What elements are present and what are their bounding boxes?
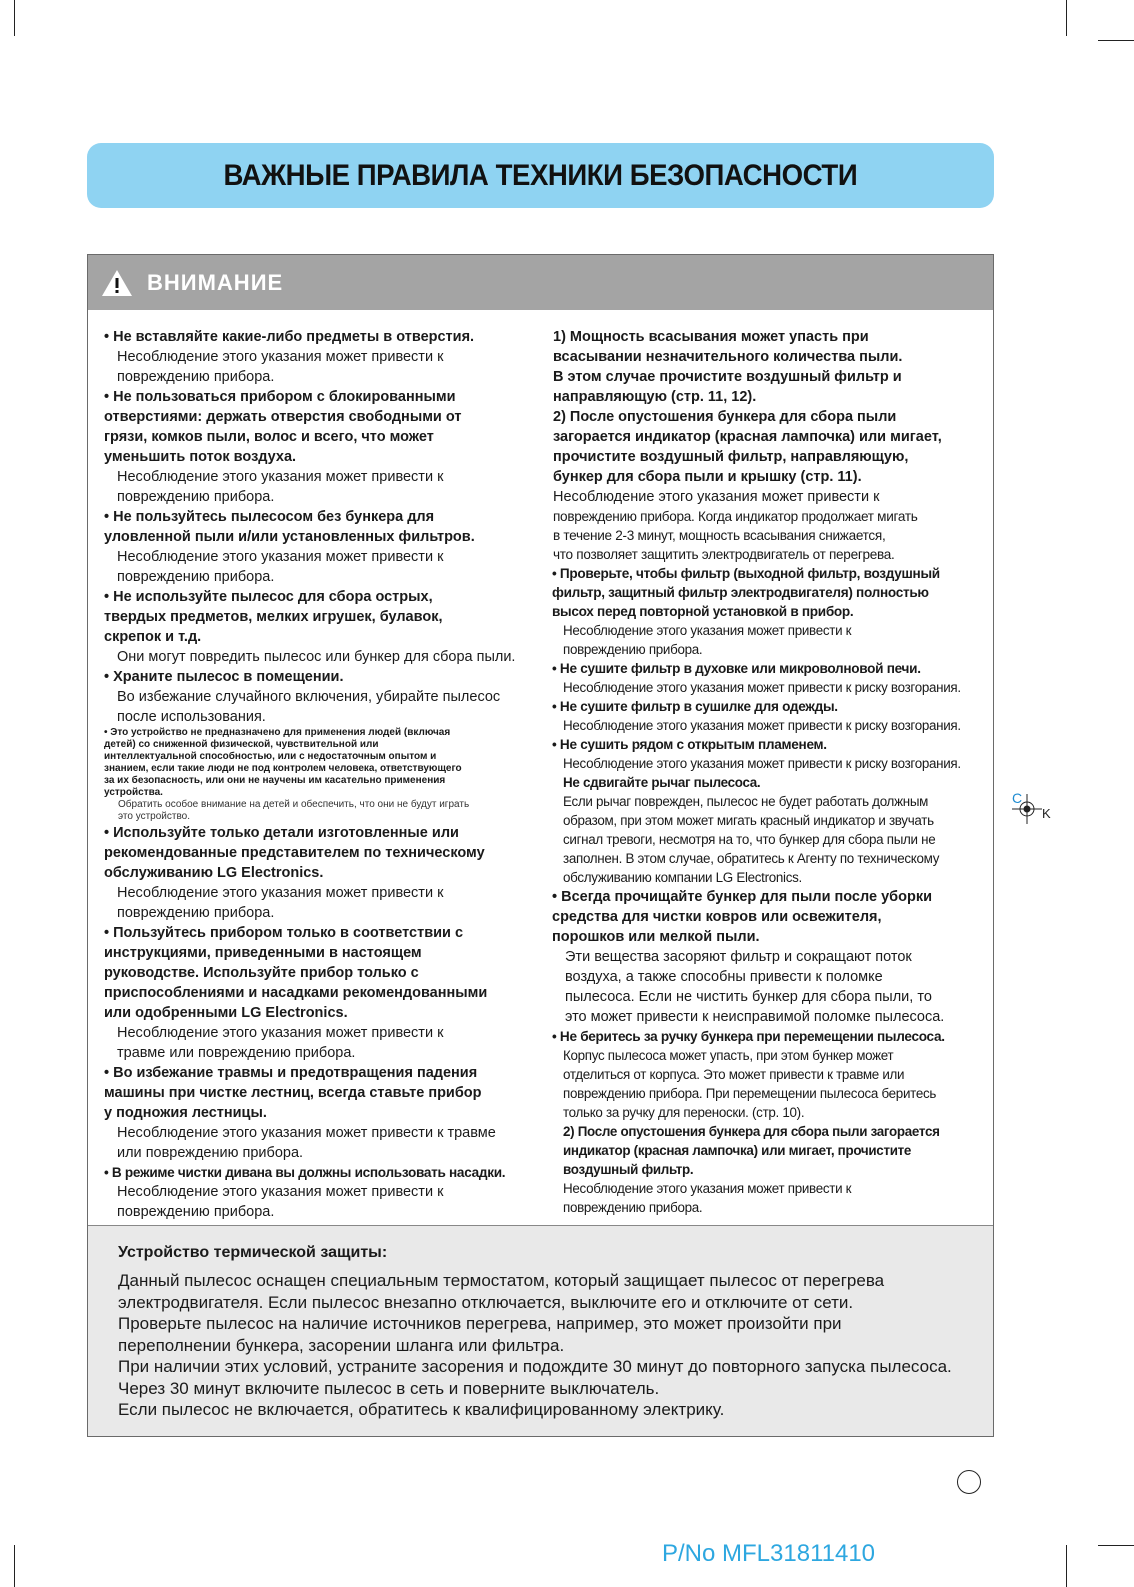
text-line: Несоблюдение этого указания может привести к травме (117, 1125, 496, 1141)
text-line: • Храните пылесос в помещении. (104, 669, 344, 685)
text-line: в течение 2-3 минут, мощность всасывания снижается, (553, 528, 886, 543)
text-line: у подножия лестницы. (104, 1105, 267, 1121)
thermal-line: Данный пылесос оснащен специальным термостатом, который защищает пылесос от перегрева (118, 1271, 885, 1290)
text-line: бункер для сбора пыли и крышку (стр. 11). (553, 469, 862, 485)
text-line: индикатор (красная лампочка) или мигает, прочистите (563, 1143, 912, 1158)
text-line: повреждению прибора. При перемещении пылесоса беритесь (563, 1086, 937, 1101)
text-line: Они могут повредить пылесос или бункер для сбора пыли. (117, 649, 516, 665)
text-line: повреждению прибора. (117, 1204, 275, 1220)
text-line: обслуживанию LG Electronics. (104, 865, 324, 881)
text-line: • Всегда прочищайте бункер для пыли после уборки (552, 889, 933, 905)
text-line: фильтр, защитный фильтр электродвигателя) полностью (552, 585, 929, 600)
warning-header (88, 255, 993, 310)
thermal-line: Если пылесос не включается, обратитесь к квалифицированному электрику. (118, 1400, 725, 1419)
text-line: • Не беритесь за ручку бункера при перемещении пылесоса. (552, 1029, 945, 1044)
text-line: за их безопасность, или они не научены им касательно применения (104, 775, 446, 786)
crop-mark (1098, 1545, 1134, 1546)
text-line: Несоблюдение этого указания может привести к риску возгорания. (563, 756, 961, 771)
page-title-bar (87, 143, 994, 208)
crop-mark (1098, 40, 1134, 41)
text-line: отверстиями: держать отверстия свободными от (104, 409, 462, 425)
part-number: P/No MFL31811410 (662, 1540, 876, 1567)
text-line: Несоблюдение этого указания может привести к (117, 549, 444, 565)
page-number-circle (957, 1470, 981, 1494)
registration-c: C (1012, 790, 1023, 806)
text-line: уловленной пыли и/или установленных фильтров. (104, 529, 475, 545)
crop-mark (1066, 1545, 1067, 1587)
text-line: Несоблюдение этого указания может привести к (117, 1025, 444, 1041)
text-line: Несоблюдение этого указания может привести к (563, 1181, 852, 1196)
text-line: детей) со сниженной физической, чувствительной или (104, 739, 379, 750)
text-line: Несоблюдение этого указания может привести к (117, 885, 444, 901)
registration-mark (1008, 790, 1068, 830)
text-line: Во избежание случайного включения, убирайте пылесос (117, 689, 501, 705)
text-line: Эти вещества засоряют фильтр и сокращают поток (565, 949, 912, 965)
text-line: машины при чистке лестниц, всегда ставьте прибор (104, 1085, 482, 1101)
text-line: сигнал тревоги, несмотря на то, что бункер для сбора пыли не (563, 832, 936, 847)
text-line: • Во избежание травмы и предотвращения падения (104, 1065, 478, 1081)
text-line: повреждению прибора. (117, 489, 275, 505)
text-line: отделиться от корпуса. Это может привести к травме или (563, 1067, 905, 1082)
text-line: • Не пользоваться прибором с блокированными (104, 389, 456, 405)
warning-label: ВНИМАНИЕ (147, 269, 284, 295)
text-line: загорается индикатор (красная лампочка) или мигает, (553, 429, 942, 445)
text-line: повреждению прибора. (117, 905, 275, 921)
text-line: скрепок и т.д. (104, 629, 202, 645)
text-line: после использования. (117, 709, 266, 725)
text-line: Несоблюдение этого указания может привести к (563, 623, 852, 638)
text-line: высох перед повторной установкой в прибор. (552, 604, 854, 619)
text-line: 1) Мощность всасывания может упасть при (553, 329, 869, 345)
text-line: • Не сушите фильтр в сушилке для одежды. (552, 699, 838, 714)
text-line: воздуха, а также способны привести к поломке (565, 969, 883, 985)
text-line: Не сдвигайте рычаг пылесоса. (563, 775, 761, 790)
text-line: интеллектуальной способностью, или с недостаточным опытом и (104, 751, 437, 762)
text-line: • Не вставляйте какие-либо предметы в отверстия. (104, 329, 475, 345)
text-line: заполнен. В этом случае, обратитесь к Агенту по техническому (563, 851, 940, 866)
text-line: • В режиме чистки дивана вы должны использовать насадки. (104, 1165, 506, 1180)
thermal-line: При наличии этих условий, устраните засорения и подождите 30 минут до повторного запуска пылесоса. (118, 1357, 952, 1376)
text-line: • Пользуйтесь прибором только в соответствии с (104, 925, 464, 941)
text-line: Обратить особое внимание на детей и обеспечить, что они не будут играть (118, 799, 470, 810)
text-line: обслуживанию компании LG Electronics. (563, 870, 802, 885)
text-line: грязи, комков пыли, волос и всего, что может (104, 429, 434, 445)
text-line: приспособлениями и насадками рекомендованными (104, 985, 488, 1001)
text-line: Корпус пылесоса может упасть, при этом бункер может (563, 1048, 894, 1063)
text-line: только за ручку для переноски. (стр. 10). (563, 1105, 805, 1120)
text-line: прочистите воздушный фильтр, направляющую, (553, 449, 909, 465)
warning-box (87, 254, 994, 1437)
page-title: ВАЖНЫЕ ПРАВИЛА ТЕХНИКИ БЕЗОПАСНОСТИ (223, 158, 858, 192)
text-line: что позволяет защитить электродвигатель от перегрева. (553, 547, 895, 562)
text-line: это может привести к неисправимой поломке пылесоса. (565, 1009, 945, 1025)
right-column (551, 327, 981, 1217)
text-line: повреждению прибора. (563, 642, 703, 657)
text-line: травме или повреждению прибора. (117, 1045, 356, 1061)
crosshair-icon (1012, 794, 1042, 824)
text-line: • Это устройство не предназначено для применения людей (включая (104, 727, 451, 738)
text-line: Если рычаг поврежден, пылесос не будет работать должным (563, 794, 929, 809)
thermal-line: переполнении бункера, засорении шланга или фильтра. (118, 1335, 565, 1355)
text-line: 2) После опустошения бункера для сбора пыли загорается (563, 1124, 940, 1139)
text-line: порошков или мелкой пыли. (552, 929, 760, 945)
text-line: направляющую (стр. 11, 12). (553, 389, 757, 405)
thermal-title: Устройство термической защиты: (118, 1244, 388, 1261)
text-line: это устройство. (118, 811, 190, 822)
text-line: Несоблюдение этого указания может привести к риску возгорания. (563, 718, 961, 733)
text-line: уменьшить поток воздуха. (104, 449, 297, 465)
text-line: воздушный фильтр. (563, 1162, 694, 1177)
text-line: твердых предметов, мелких игрушек, булавок, (104, 609, 443, 625)
text-line: повреждению прибора. (117, 369, 275, 385)
text-line: образом, при этом может мигать красный индикатор и звучать (563, 813, 934, 828)
registration-k: K (1042, 806, 1051, 821)
text-line: Несоблюдение этого указания может привести к (553, 489, 880, 505)
text-line: Несоблюдение этого указания может привести к риску возгорания. (563, 680, 961, 695)
text-line: • Проверьте, чтобы фильтр (выходной фильтр, воздушный (552, 566, 940, 581)
text-line: • Не используйте пылесос для сбора острых, (104, 589, 433, 605)
text-line: устройства. (104, 787, 163, 798)
text-line: рекомендованные представителем по техническому (104, 845, 485, 861)
text-line: руководстве. Используйте прибор только с (104, 965, 419, 981)
thermal-line: Через 30 минут включите пылесос в сеть и поверните выключатель. (118, 1378, 660, 1398)
text-line: или одобренными LG Electronics. (104, 1005, 348, 1021)
crop-mark (1066, 0, 1067, 36)
text-line: знанием, если такие люди не под контролем человека, ответствующего (104, 763, 462, 774)
text-line: • Не пользуйтесь пылесосом без бункера для (104, 509, 435, 525)
thermal-line: Проверьте пылесос на наличие источников перегрева, например, это может произойти при (118, 1314, 842, 1333)
text-line: Несоблюдение этого указания может привести к (117, 469, 444, 485)
text-line: • Не сушить рядом с открытым пламенем. (552, 737, 827, 752)
text-line: повреждению прибора. Когда индикатор продолжает мигать (553, 509, 918, 524)
thermal-protection-section (88, 1225, 993, 1436)
text-line: • Используйте только детали изготовленные или (104, 825, 459, 841)
crop-mark (14, 0, 15, 36)
thermal-body (118, 1270, 978, 1421)
text-line: повреждению прибора. (117, 569, 275, 585)
text-line: пылесоса. Если не чистить бункер для сбора пыли, то (565, 989, 932, 1005)
text-line: 2) После опустошения бункера для сбора пыли (553, 409, 897, 425)
left-column (103, 327, 543, 1222)
text-line: или повреждению прибора. (117, 1145, 304, 1161)
text-line: средства для чистки ковров или освежителя, (552, 909, 882, 925)
text-line: всасывании незначительного количества пыли. (553, 349, 903, 365)
text-line: Несоблюдение этого указания может привести к (117, 349, 444, 365)
text-line: • Не сушите фильтр в духовке или микроволновой печи. (552, 661, 921, 676)
crop-mark (14, 1545, 15, 1587)
text-line: инструкциями, приведенными в настоящем (104, 945, 422, 961)
text-line: повреждению прибора. (563, 1200, 703, 1215)
text-line: В этом случае прочистите воздушный фильтр и (553, 369, 902, 385)
thermal-line: электродвигателя. Если пылесос внезапно отключается, выключите его и отключите от сети. (118, 1292, 854, 1312)
warning-triangle-icon (101, 268, 133, 298)
text-line: Несоблюдение этого указания может привести к (117, 1184, 444, 1200)
